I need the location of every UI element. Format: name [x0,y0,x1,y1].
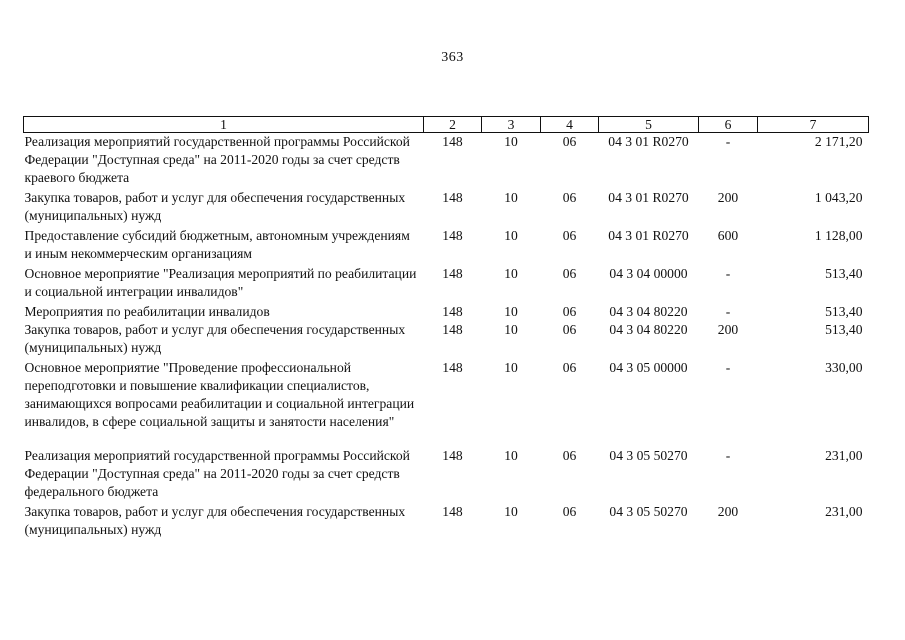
column-header-section: 3 [482,117,541,133]
row-amount: 231,00 [825,448,863,463]
row-expense-type: - [725,448,731,463]
column-header-name: 1 [24,117,424,133]
row-section: 10 [504,228,518,243]
row-amount: 231,00 [825,504,863,519]
column-header-grbs: 2 [424,117,482,133]
row-section: 10 [504,504,518,519]
row-grbs: 148 [442,322,463,337]
table-row [24,359,869,447]
row-name: Закупка товаров, работ и услуг для обеспечения государственных (муниципальных) нужд [24,322,406,355]
table-row [24,265,869,303]
row-grbs: 148 [442,448,463,463]
row-name: Основное мероприятие "Реализация мероприятий по реабилитации и социальной интеграции инвалидов" [24,266,417,299]
budget-table [23,116,869,539]
table-row [24,447,869,503]
row-subsection: 06 [562,134,577,149]
row-target-article: 04 3 04 80220 [609,304,688,319]
table-row [24,133,869,190]
row-expense-type: 200 [717,504,739,519]
row-name: Реализация мероприятий государственной программы Российской Федерации "Доступная среда" на 2011-2020 годы за счет средств федерального бюджета [24,448,410,499]
row-expense-type: - [725,360,731,375]
row-name: Мероприятия по реабилитации инвалидов [24,304,270,319]
row-amount: 1 128,00 [814,228,863,243]
row-grbs: 148 [442,360,463,375]
column-header-expense-type: 6 [699,117,758,133]
row-subsection: 06 [562,360,577,375]
row-target-article: 04 3 05 50270 [609,448,688,463]
table-row [24,321,869,359]
row-grbs: 148 [442,190,463,205]
row-amount: 1 043,20 [814,190,863,205]
row-section: 10 [504,134,518,149]
header-row [24,117,869,133]
page-number: 363 [441,50,464,65]
row-amount: 330,00 [825,360,863,375]
row-grbs: 148 [442,504,463,519]
row-amount: 513,40 [825,304,863,319]
row-expense-type: 200 [717,190,739,205]
row-expense-type: - [725,304,731,319]
row-subsection: 06 [562,266,577,281]
row-section: 10 [504,304,518,319]
row-grbs: 148 [442,134,463,149]
column-header-target-article: 5 [599,117,699,133]
row-grbs: 148 [442,304,463,319]
row-name: Закупка товаров, работ и услуг для обеспечения государственных (муниципальных) нужд [24,504,406,537]
row-amount: 513,40 [825,266,863,281]
row-amount: 513,40 [825,322,863,337]
row-target-article: 04 3 01 R0270 [608,190,689,205]
row-name: Закупка товаров, работ и услуг для обеспечения государственных (муниципальных) нужд [24,190,406,223]
row-target-article: 04 3 05 00000 [609,360,688,375]
row-expense-type: - [725,134,731,149]
row-target-article: 04 3 04 80220 [609,322,688,337]
row-name: Основное мероприятие "Проведение профессиональной переподготовки и повышение квалификации специалистов, занимающихся вопросами реабилитации и социальной интеграции инвалидов, в сфере социальной защиты и занятости населения" [24,360,415,429]
row-expense-type: 200 [717,322,739,337]
row-subsection: 06 [562,304,577,319]
table-row [24,189,869,227]
row-subsection: 06 [562,504,577,519]
row-target-article: 04 3 01 R0270 [608,228,689,243]
row-section: 10 [504,322,518,337]
row-subsection: 06 [562,190,577,205]
column-header-amount: 7 [758,117,869,133]
table-row [24,303,869,321]
row-grbs: 148 [442,228,463,243]
row-subsection: 06 [562,228,577,243]
row-expense-type: - [725,266,731,281]
table-row [24,503,869,539]
row-amount: 2 171,20 [814,134,863,149]
column-header-subsection: 4 [541,117,599,133]
row-subsection: 06 [562,322,577,337]
row-section: 10 [504,266,518,281]
row-grbs: 148 [442,266,463,281]
row-subsection: 06 [562,448,577,463]
row-expense-type: 600 [717,228,739,243]
row-name: Реализация мероприятий государственной программы Российской Федерации "Доступная среда" на 2011-2020 годы за счет средств краевого бюджета [24,134,410,185]
row-name: Предоставление субсидий бюджетным, автономным учреждениям и иным некоммерческим организациям [24,228,410,261]
row-section: 10 [504,448,518,463]
row-section: 10 [504,360,518,375]
row-target-article: 04 3 01 R0270 [608,134,689,149]
table-row [24,227,869,265]
row-section: 10 [504,190,518,205]
row-target-article: 04 3 05 50270 [609,504,688,519]
row-target-article: 04 3 04 00000 [609,266,688,281]
